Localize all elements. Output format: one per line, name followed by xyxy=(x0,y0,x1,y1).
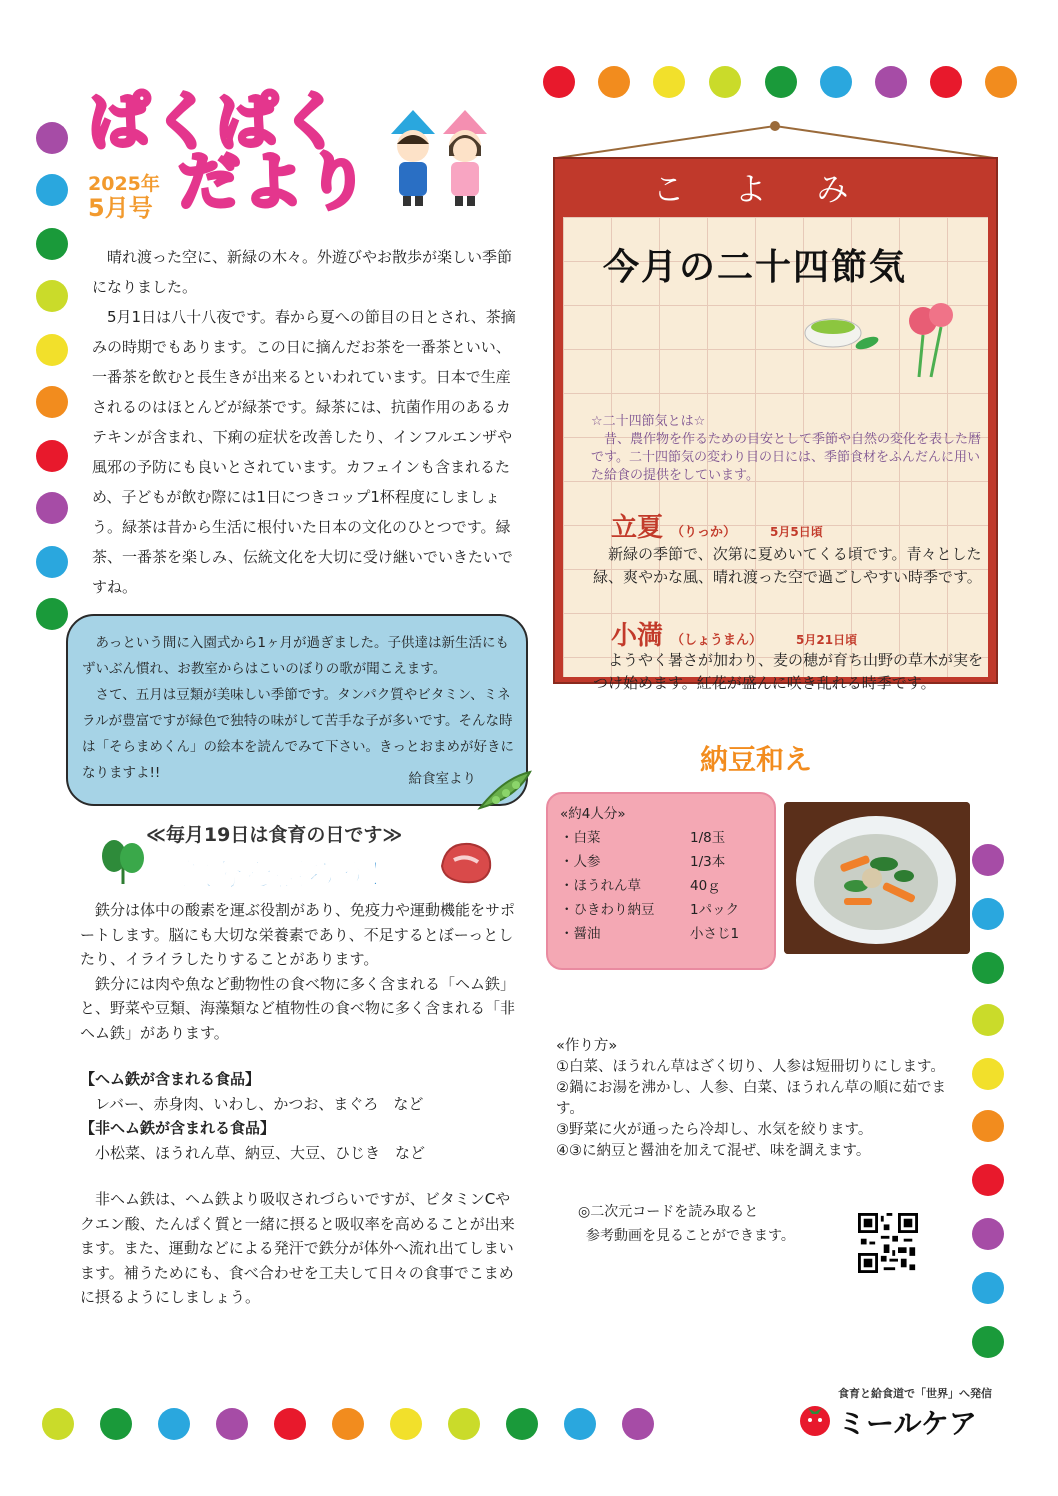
children-illustration xyxy=(385,104,495,210)
ingredient-qty: 40ｇ xyxy=(690,878,721,894)
dot xyxy=(390,1408,422,1440)
dot xyxy=(985,66,1017,98)
ingredient-name: ・ひきわり納豆 xyxy=(560,902,655,918)
calendar-hanger xyxy=(553,118,998,160)
dot xyxy=(543,66,575,98)
ingredient-name: ・ほうれん草 xyxy=(560,878,641,894)
dot xyxy=(765,66,797,98)
ingredient-row xyxy=(560,874,780,898)
food-education-subtitle: ≪毎月19日は食育の日です≫ xyxy=(146,824,403,846)
dot xyxy=(972,1110,1004,1142)
dot xyxy=(36,598,68,630)
dot xyxy=(216,1408,248,1440)
term-text: ようやく暑さが加わり、麦の穂が育ち山野の草木が実をつけ始めます。紅花が盛んに咲き乱れる時季です。 xyxy=(593,651,984,692)
term-date: 5月5日頃 xyxy=(770,525,823,539)
dot xyxy=(875,66,907,98)
intro-text xyxy=(92,242,524,602)
dot xyxy=(274,1408,306,1440)
calendar-header: こよみ xyxy=(652,170,899,208)
ingredient-row xyxy=(560,922,780,946)
ingredient-row xyxy=(560,850,780,874)
dish-photo xyxy=(784,802,970,954)
spinach-icon xyxy=(98,838,148,886)
dot xyxy=(622,1408,654,1440)
calendar-body xyxy=(563,217,988,692)
tomato-logo-icon xyxy=(796,1400,834,1438)
ingredient-qty: 1パック xyxy=(690,902,740,918)
dot xyxy=(972,952,1004,984)
dot xyxy=(448,1408,480,1440)
ingredient-name: ・醤油 xyxy=(560,926,601,942)
method-step: ②鍋にお湯を沸かし、人参、白菜、ほうれん草の順に茹でます。 xyxy=(556,1080,946,1117)
calendar-panel xyxy=(553,157,998,692)
term-name: 立夏 xyxy=(611,513,664,543)
dot xyxy=(36,280,68,312)
term-rikka xyxy=(611,507,823,544)
issue-year: 2025年 xyxy=(88,173,160,195)
dot xyxy=(36,440,68,472)
dot xyxy=(972,1004,1004,1036)
issue-date xyxy=(88,172,160,220)
message-paragraph: あっという間に入園式から1ヶ月が過ぎました。子供達は新生活にもずいぶん慣れ、お教室からはこいのぼりの歌が聞こえます。 xyxy=(82,635,509,677)
message-paragraph: さて、五月は豆類が美味しい季節です。タンパク質やビタミン、ミネラルが豊富ですが緑色で独特の味がして苦手な子が多いです。そんな時は「そらまめくん」の絵本を読んでみて下さい。きっとおまめが好きになりますよ!! xyxy=(82,687,514,781)
dot xyxy=(972,844,1004,876)
dot xyxy=(972,1164,1004,1196)
intro-paragraph: 晴れ渡った空に、新緑の木々。外遊びやお散歩が楽しい季節になりました。 xyxy=(92,248,513,296)
ingredient-qty: 小さじ1 xyxy=(690,926,740,942)
dot xyxy=(972,1218,1004,1250)
meat-icon xyxy=(436,836,496,888)
dot xyxy=(972,1272,1004,1304)
dot xyxy=(36,228,68,260)
qr-line: ◎二次元コードを読み取ると xyxy=(578,1204,759,1220)
method-step: ①白菜、ほうれん草はざく切り、人参は短冊切りにします。 xyxy=(556,1059,945,1075)
calendar-intro-heading: ☆二十四節気とは☆ xyxy=(591,414,706,429)
nonheme-foods: 小松菜、ほうれん草、納豆、大豆、ひじき など xyxy=(80,1143,426,1162)
dot xyxy=(972,898,1004,930)
term-date: 5月21日頃 xyxy=(796,633,858,647)
newsletter-title-line2: だより xyxy=(178,145,371,218)
term-description xyxy=(593,543,983,589)
term-text: 新緑の季節で、次第に夏めいてくる頃です。青々とした緑、爽やかな風、晴れ渡った空で過ごしやすい時季です。 xyxy=(593,545,982,586)
calendar-intro-text: 昔、農作物を作るための目安として季節や自然の変化を表した暦です。二十四節気の変わり目の日には、季節食材をふんだんに用いた給食の提供をしています。 xyxy=(591,432,982,483)
term-shoman xyxy=(611,615,857,652)
ingredients-card xyxy=(546,792,776,970)
iron-body xyxy=(80,898,520,1310)
dot xyxy=(36,386,68,418)
iron-title: 鉄分を摂ろう！ xyxy=(182,858,399,893)
term-description xyxy=(593,649,983,695)
dot xyxy=(653,66,685,98)
dot xyxy=(36,546,68,578)
dot xyxy=(42,1408,74,1440)
ingredient-name: ・白菜 xyxy=(560,830,601,846)
dot xyxy=(506,1408,538,1440)
dot xyxy=(930,66,962,98)
dot xyxy=(972,1058,1004,1090)
qr-instructions xyxy=(578,1200,795,1248)
ingredient-row xyxy=(560,898,780,922)
company-tagline: 食育と給食道で「世界」へ発信 xyxy=(838,1387,992,1400)
pea-pod-icon xyxy=(476,768,534,814)
ingredient-qty: 1/8玉 xyxy=(690,830,726,846)
intro-paragraph: 5月1日は八十八夜です。春から夏への節目の日とされ、茶摘みの時期でもあります。この日に摘んだお茶を一番茶といい、一番茶を飲むと長生きが出来るといわれています。日本で生産されるのはほとんどが緑茶です。緑茶には、抗菌作用のあるカテキンが含まれ、下痢の症状を改善したり、インフルエンザや風邪の予防にも良いとされています。カフェインも含まれるため、子どもが飲む際には1日につきコップ1杯程度にしましょう。緑茶は昔から生活に根付いた日本の文化のひとつです。緑茶、一番茶を楽しみ、伝統文化を大切に受け継いでいきたいですね。 xyxy=(92,308,516,596)
method-step: ④③に納豆と醤油を加えて混ぜ、味を調えます。 xyxy=(556,1143,871,1159)
heme-foods: レバー、赤身肉、いわし、かつお、まぐろ など xyxy=(80,1094,424,1113)
iron-closing: 非ヘム鉄は、ヘム鉄より吸収されづらいですが、ビタミンCやクエン酸、たんぱく質と一緒に摂ると吸収率を高めることが出来ます。また、運動などによる発汗で鉄分が体外へ流れ出てしまいます。補うためにも、食べ合わせを工夫して日々の食事でこまめに摂るようにしましょう。 xyxy=(80,1190,515,1306)
dot xyxy=(36,334,68,366)
term-reading: （しょうまん） xyxy=(671,633,763,648)
dot xyxy=(36,122,68,154)
dot xyxy=(564,1408,596,1440)
dot xyxy=(100,1408,132,1440)
ingredient-qty: 1/3本 xyxy=(690,854,726,870)
dot xyxy=(709,66,741,98)
dot xyxy=(820,66,852,98)
calendar-title: 今月の二十四節気 xyxy=(603,247,908,288)
nonheme-heading: 【非ヘム鉄が含まれる食品】 xyxy=(80,1119,276,1137)
recipe-method xyxy=(556,1036,956,1162)
calendar-intro xyxy=(591,413,991,485)
company-logo: ミールケア xyxy=(838,1407,977,1440)
ingredient-name: ・人参 xyxy=(560,854,601,870)
heme-heading: 【ヘム鉄が含まれる食品】 xyxy=(80,1070,261,1088)
dot xyxy=(598,66,630,98)
term-name: 小満 xyxy=(611,621,664,651)
newsletter-title: ぱくぱく xyxy=(88,85,345,158)
message-signature: 給食室より xyxy=(408,771,476,787)
method-heading: «作り方» xyxy=(556,1038,618,1054)
term-reading: （りっか） xyxy=(671,525,737,540)
green-tea-icon xyxy=(801,303,885,359)
ingredient-row xyxy=(560,826,780,850)
iron-paragraph: 鉄分は体中の酸素を運ぶ役割があり、免疫力や運動機能をサポートします。脳にも大切な栄養素であり、不足するとぼーっとしたり、イライラしたりすることがあります。 xyxy=(80,901,516,968)
iron-paragraph: 鉄分には肉や魚など動物性の食べ物に多く含まれる「ヘム鉄」と、野菜や豆類、海藻類など植物性の食べ物に多く含まれる「非ヘム鉄」があります。 xyxy=(80,974,516,1042)
dot xyxy=(36,492,68,524)
dot xyxy=(36,174,68,206)
dot xyxy=(972,1326,1004,1358)
issue-month: 5月号 xyxy=(88,194,153,222)
method-step: ③野菜に火が通ったら冷却し、水気を絞ります。 xyxy=(556,1122,873,1138)
carnation-icon xyxy=(893,297,963,379)
qr-code-icon[interactable] xyxy=(858,1213,918,1273)
recipe-title: 納豆和え xyxy=(700,743,813,776)
servings: «約4人分» xyxy=(560,806,626,822)
qr-line: 参考動画を見ることができます。 xyxy=(586,1228,795,1244)
dot xyxy=(332,1408,364,1440)
dot xyxy=(158,1408,190,1440)
message-bubble xyxy=(66,614,528,806)
